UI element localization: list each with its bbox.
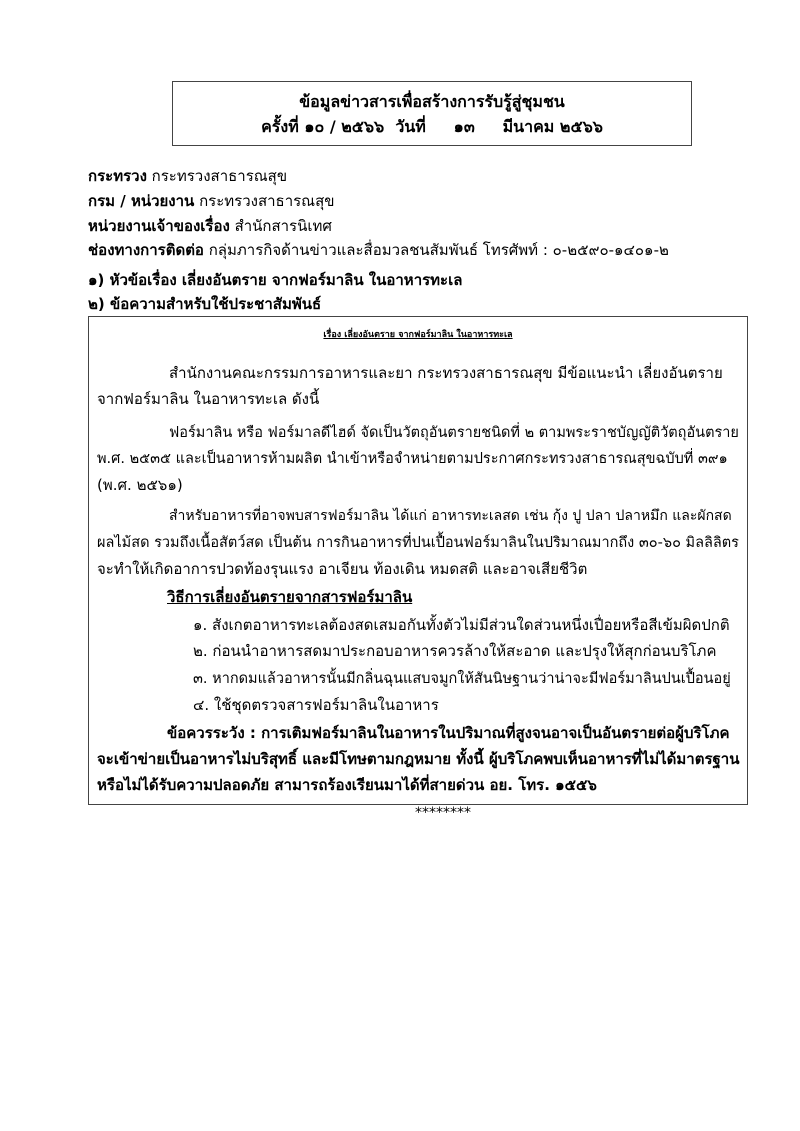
owner-value: สำนักสารนิเทศ	[229, 217, 332, 235]
header-box	[172, 81, 692, 146]
section-pr-message: ๒) ข้อความสำหรับใช้ประชาสัมพันธ์	[88, 295, 322, 313]
article-title: เรื่อง เลี่ยงอันตราย จากฟอร์มาลิน ในอาหารทะเล	[323, 330, 513, 340]
paragraph-2-line-2: พ.ศ. ๒๕๓๕ และเป็นอาหารห้ามผลิต นำเข้าหรือจำหน่ายตามประกาศกระทรวงสาธารณสุขฉบับที่ ๓๙๑	[97, 451, 728, 467]
paragraph-3-line-1: สำหรับอาหารที่อาจพบสารฟอร์มาลิน ได้แก่ อาหารทะเลสด เช่น กุ้ง ปู ปลา ปลาหมึก และผักสด	[169, 508, 732, 524]
meta-department	[88, 189, 335, 213]
caution-line-2: จะเข้าข่ายเป็นอาหารไม่บริสุทธิ์ และมีโทษตามกฎหมาย ทั้งนี้ ผู้บริโภคพบเห็นอาหารที่ไม่ได้มาตรฐาน	[97, 750, 740, 768]
caution-line-1: ข้อควรระวัง : การเติมฟอร์มาลินในอาหารในปริมาณที่สูงจนอาจเป็นอันตรายต่อผู้บริโภค	[167, 724, 730, 742]
contact-value: กลุ่มภารกิจด้านข่าวและสื่อมวลชนสัมพันธ์ โทรศัพท์ : ๐-๒๕๙๐-๑๔๐๑-๒	[203, 241, 669, 259]
end-marker: ********	[415, 805, 471, 821]
issue-label: ครั้งที่ ๑๐ / ๒๕๖๖	[261, 117, 385, 136]
issue-month-year: มีนาคม ๒๕๖๖	[502, 117, 603, 136]
section-topic: ๑) หัวข้อเรื่อง เลี่ยงอันตราย จากฟอร์มาลิน ในอาหารทะเล	[88, 271, 463, 289]
paragraph-1-line-1: สำนักงานคณะกรรมการอาหารและยา กระทรวงสาธารณสุข มีข้อแนะนำ เลี่ยงอันตราย	[169, 364, 723, 382]
owner-label: หน่วยงานเจ้าของเรื่อง	[88, 217, 230, 235]
issue-day: ๑๓	[453, 117, 475, 136]
method-item: ๑. สังเกตอาหารทะเลต้องสดเสมอกันทั้งตัวไม่มีส่วนใดส่วนหนึ่งเปื่อยหรือสีเข้มผิดปกติ	[193, 616, 730, 634]
header-issue-line	[173, 115, 691, 140]
method-item: ๓. หากดมแล้วอาหารนั้นมีกลิ่นฉุนแสบจมูกให้สันนิษฐานว่าน่าจะมีฟอร์มาลินปนเปื้อนอยู่	[193, 671, 731, 687]
meta-owner	[88, 214, 332, 238]
meta-ministry	[88, 164, 287, 188]
method-item: ๔. ใช้ชุดตรวจสารฟอร์มาลินในอาหาร	[193, 696, 439, 714]
paragraph-3-line-3: จะทำให้เกิดอาการปวดท้องรุนแรง อาเจียน ท้องเดิน หมดสติ และอาจเสียชีวิต	[97, 560, 588, 578]
meta-contact	[88, 238, 669, 262]
method-item: ๒. ก่อนนำอาหารสดมาประกอบอาหารควรล้างให้สะอาด และปรุงให้สุกก่อนบริโภค	[193, 642, 717, 660]
contact-label: ช่องทางการติดต่อ	[88, 241, 204, 259]
paragraph-1-line-2: จากฟอร์มาลิน ในอาหารทะเล ดังนี้	[97, 390, 320, 408]
ministry-label: กระทรวง	[88, 167, 147, 185]
department-label: กรม / หน่วยงาน	[88, 192, 195, 210]
header-title: ข้อมูลข่าวสารเพื่อสร้างการรับรู้สู่ชุมชน	[299, 92, 565, 111]
content-box	[88, 316, 748, 805]
department-value: กระทรวงสาธารณสุข	[194, 192, 335, 210]
paragraph-2-line-3: (พ.ศ. ๒๕๖๑)	[97, 476, 183, 494]
paragraph-3-line-2: ผลไม้สด รวมถึงเนื้อสัตว์สด เป็นต้น การกินอาหารที่ปนเปื้อนฟอร์มาลินในปริมาณมากถึง ๓๐-๖๐ มิลลิลิตร	[97, 535, 739, 551]
method-title: วิธีการเลี่ยงอันตรายจากสารฟอร์มาลิน	[167, 588, 413, 606]
paragraph-2-line-1: ฟอร์มาลิน หรือ ฟอร์มาลดีไฮด์ จัดเป็นวัตถุอันตรายชนิดที่ ๒ ตามพระราชบัญญัติวัตถุอันตราย	[169, 425, 739, 441]
ministry-value: กระทรวงสาธารณสุข	[146, 167, 288, 185]
date-label: วันที่	[395, 117, 426, 136]
caution-line-3: หรือไม่ได้รับความปลอดภัย สามารถร้องเรียนมาได้ที่สายด่วน อย. โทร. ๑๕๕๖	[97, 776, 597, 794]
